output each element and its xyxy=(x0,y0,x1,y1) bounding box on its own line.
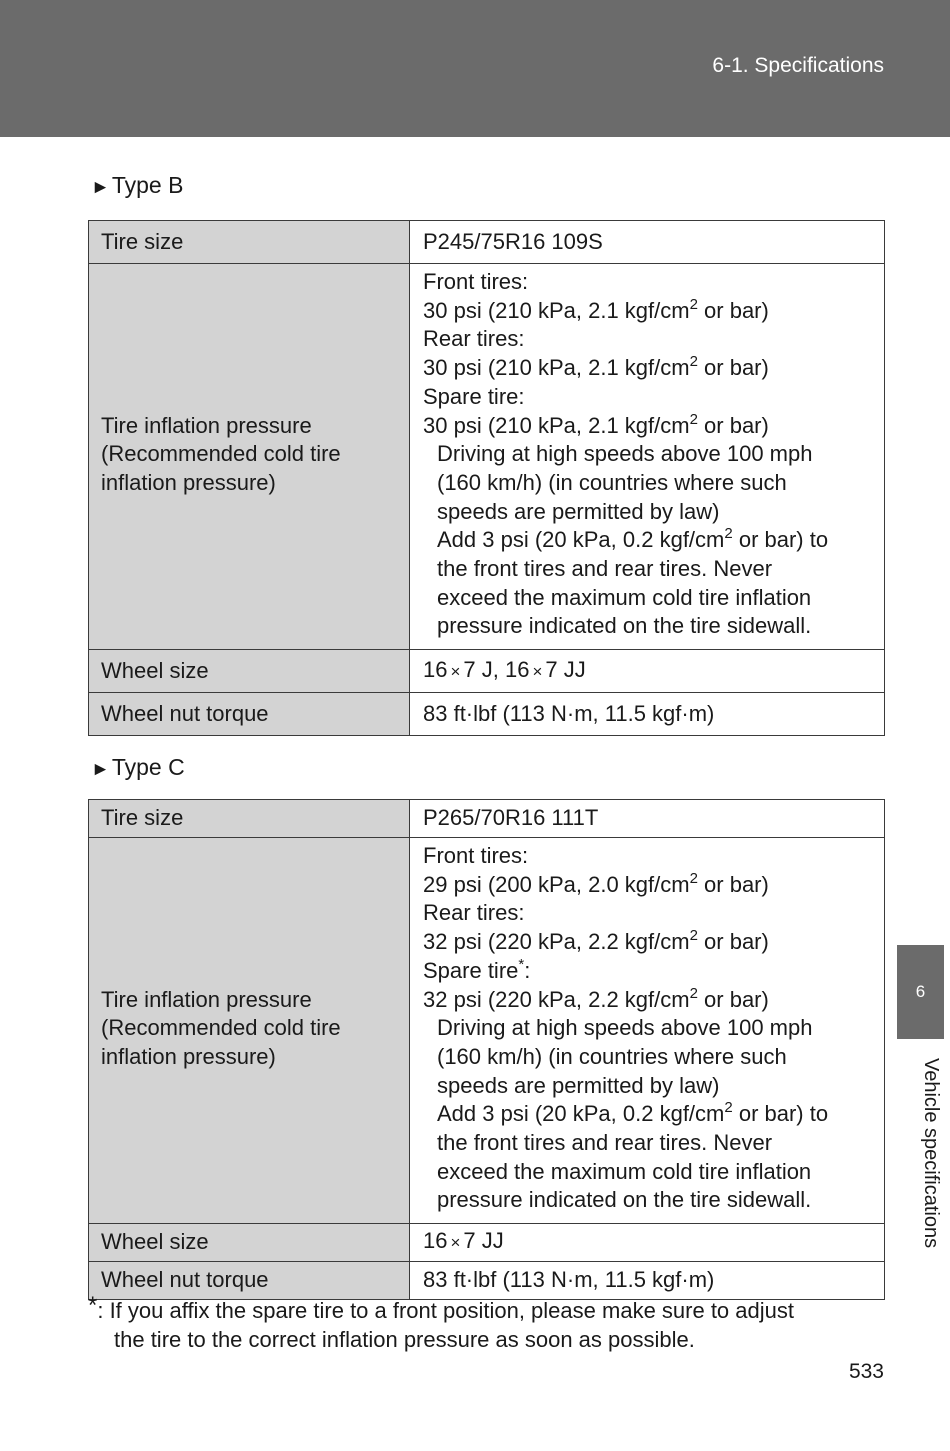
chapter-tab: 6 xyxy=(897,945,944,1039)
table-row xyxy=(89,221,885,264)
footnote-asterisk: * xyxy=(518,955,525,973)
type-b-spec-table xyxy=(88,220,885,736)
type-c-heading: ►Type C xyxy=(91,754,185,780)
table-row xyxy=(89,693,885,736)
wheel-size-label: Wheel size xyxy=(89,1224,410,1262)
pressure-value: Front tires: 30 psi (210 kPa, 2.1 kgf/$cm^2$ or bar) Rear tires: 30 psi (210 kPa, 2.1 kgf/$cm^2$ or bar) Spare tire: 30 psi (210 kPa, 2.1 kgf/$cm^2$ or bar) Driving at high speeds above 100 mph (160 km/h) (in countries where such speeds are permitted by law) Add 3 psi (20 kPa, 0.2 kgf/$cm^2$ or bar) to the front tires and rear tires. Never exceed the maximum cold tire inflation pressure indicated on the tire sidewall. xyxy=(410,264,885,650)
tire-size-value: P265/70R16 111T xyxy=(410,800,885,838)
wheel-size-value: 16 × 7 J, 16 × 7 JJ xyxy=(410,650,885,693)
tire-size-value: P245/75R16 109S xyxy=(410,221,885,264)
pressure-label: Tire inflation pressure (Recommended cold tire inflation pressure) xyxy=(89,264,410,650)
page-header xyxy=(0,0,950,137)
pressure-value: Front tires: 29 psi (200 kPa, 2.0 kgf/$cm^2$ or bar) Rear tires: 32 psi (220 kPa, 2.2 kgf/$cm^2$ or bar) Spare tire*: 32 psi (220 kPa, 2.2 kgf/$cm^2$ or bar) Driving at high speeds above 100 mph (160 km/h) (in countries where such speeds are permitted by law) Add 3 psi (20 kPa, 0.2 kgf/$cm^2$ or bar) to the front tires and rear tires. Never exceed the maximum cold tire inflation pressure indicated on the tire sidewall. xyxy=(410,838,885,1224)
wheel-nut-torque-value: 83 ft·lbf (113 N·m, 11.5 kgf·m) xyxy=(410,1262,885,1300)
triangle-right-icon: ► xyxy=(91,177,110,198)
high-speed-note: Driving at high speeds above 100 mph (160 km/h) (in countries where such speeds are permitted by law) Add 3 psi (20 kPa, 0.2 kgf/$cm^2$ or bar) to the front tires and rear tires. Never exceed the maximum cold tire inflation pressure indicated on the tire sidewall. xyxy=(437,1015,829,1213)
table-row xyxy=(89,650,885,693)
table-row xyxy=(89,838,885,1224)
page-number: 533 xyxy=(848,1360,884,1383)
footnote: *: If you affix the spare tire to a front position, please make sure to adjust the tire to the correct inflation pressure as soon as possible. xyxy=(88,1292,794,1352)
high-speed-note: Driving at high speeds above 100 mph (160 km/h) (in countries where such speeds are permitted by law) Add 3 psi (20 kPa, 0.2 kgf/$cm^2$ or bar) to the front tires and rear tires. Never exceed the maximum cold tire inflation pressure indicated on the tire sidewall. xyxy=(437,441,829,639)
type-c-spec-table xyxy=(88,799,885,1300)
table-row xyxy=(89,264,885,650)
wheel-size-label: Wheel size xyxy=(89,650,410,693)
table-row xyxy=(89,1224,885,1262)
pressure-label: Tire inflation pressure (Recommended cold tire inflation pressure) xyxy=(89,838,410,1224)
wheel-nut-torque-label: Wheel nut torque xyxy=(89,1262,410,1300)
footnote-asterisk: * xyxy=(88,1292,98,1319)
section-title: 6-1. Specifications xyxy=(712,54,884,77)
table-row xyxy=(89,800,885,838)
tire-size-label: Tire size xyxy=(89,221,410,264)
triangle-right-icon: ► xyxy=(91,759,110,780)
table-row xyxy=(89,1262,885,1300)
type-b-heading: ►Type B xyxy=(91,172,184,198)
wheel-size-value: 16 × 7 JJ xyxy=(410,1224,885,1262)
wheel-nut-torque-value: 83 ft·lbf (113 N·m, 11.5 kgf·m) xyxy=(410,693,885,736)
wheel-nut-torque-label: Wheel nut torque xyxy=(89,693,410,736)
tire-size-label: Tire size xyxy=(89,800,410,838)
chapter-label: Vehicle specifications xyxy=(920,1058,942,1249)
